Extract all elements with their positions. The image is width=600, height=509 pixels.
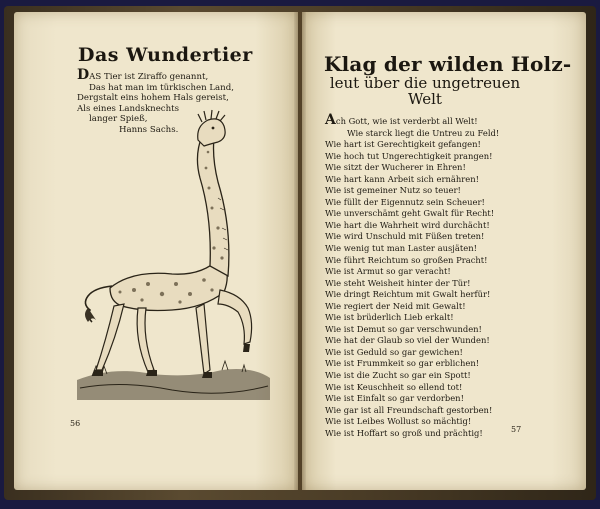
right-page-title-line1: Klag der wilden Holz- <box>324 52 572 76</box>
poem-line-text: Wie hart kann Arbeit sich ernähren! <box>325 173 479 184</box>
poem-line <box>77 67 277 83</box>
poem-line <box>325 312 565 324</box>
poem-line <box>325 255 565 267</box>
left-page-number: 56 <box>70 419 81 428</box>
right-page-title-line2: leut über die ungetreuen Welt <box>329 74 521 108</box>
poem-line-text: Wie ist Einfalt so gar verdorben! <box>325 393 464 404</box>
poem-line-text: Wie ist die Zucht so gar ein Spott! <box>325 370 471 381</box>
poem-line <box>325 324 565 336</box>
drop-cap: D <box>77 67 90 83</box>
poem-line <box>325 231 565 243</box>
right-poem <box>325 112 565 439</box>
poem-line-text: Wie ist Hoffart so groß und prächtig! <box>325 427 483 438</box>
poem-line <box>325 197 565 209</box>
poem-line <box>325 289 565 301</box>
poem-line <box>77 83 277 94</box>
poem-line <box>325 416 565 428</box>
poem-line-text: Das hat man im türkischen Land, <box>89 82 234 93</box>
poem-line <box>325 405 565 417</box>
poem-line-text: Wie ist Geduld so gar gewichen! <box>325 346 463 357</box>
poem-line-text: Wie regiert der Neid mit Gewalt! <box>325 300 466 311</box>
book-gutter <box>294 12 306 490</box>
poem-line <box>325 128 565 140</box>
poem-line <box>325 428 565 440</box>
poem-line <box>325 335 565 347</box>
poem-line <box>77 93 277 104</box>
poem-line <box>325 382 565 394</box>
poem-line <box>325 266 565 278</box>
poem-line-text: Dergstalt eins hohem Hals gereist, <box>77 93 229 104</box>
poem-line <box>325 185 565 197</box>
poem-line <box>325 243 565 255</box>
poem-line-text: AS Tier ist Ziraffo genannt, <box>89 72 209 82</box>
poem-line-text: Wie steht Weisheit hinter der Tür! <box>325 277 471 288</box>
poem-line-text: Als eines Landsknechts <box>77 103 180 114</box>
poem-line <box>325 112 565 128</box>
poem-line <box>325 174 565 186</box>
poem-line-text: Wie wird Unschuld mit Füßen treten! <box>325 231 485 242</box>
poem-line-text: Wie hart die Wahrheit wird durchächt! <box>325 219 490 230</box>
poem-line-text: Wie starck liegt die Untreu zu Feld! <box>347 127 500 138</box>
poem-line <box>325 301 565 313</box>
poem-line <box>325 139 565 151</box>
poem-line <box>325 151 565 163</box>
left-page-title: Das Wundertier <box>78 44 253 66</box>
poem-line-text: ch Gott, wie ist verderbt all Welt! <box>335 116 478 126</box>
poem-line-text: Wie gar ist all Freundschaft gestorben! <box>325 404 493 415</box>
poem-line <box>325 162 565 174</box>
poem-line-text: langer Spieß, <box>89 114 148 125</box>
drop-cap: A <box>325 112 336 128</box>
poem-line-text: Hanns Sachs. <box>119 124 179 135</box>
poem-line <box>325 347 565 359</box>
poem-line-text: Wie ist Keuschheit so ellend tot! <box>325 381 463 392</box>
poem-line-text: Wie füllt der Eigennutz sein Scheuer! <box>325 196 485 207</box>
poem-line-text: Wie unverschämt geht Gwalt für Recht! <box>325 208 495 219</box>
poem-line-text: Wie hart ist Gerechtigkeit gefangen! <box>325 139 481 150</box>
poem-line <box>325 370 565 382</box>
right-page-number: 57 <box>511 425 522 434</box>
poem-line <box>325 208 565 220</box>
poem-line-text: Wie ist Armut so gar veracht! <box>325 266 451 277</box>
poem-line-text: Wie hat der Glaub so viel der Wunden! <box>325 335 490 346</box>
poem-line-text: Wie ist Demut so gar verschwunden! <box>325 323 482 334</box>
poem-line-text: Wie ist gemeiner Nutz so teuer! <box>325 185 461 196</box>
poem-line <box>325 393 565 405</box>
poem-line <box>325 278 565 290</box>
poem-line-text: Wie ist Leibes Wollust so mächtig! <box>325 416 472 427</box>
poem-line-text: Wie dringt Reichtum mit Gwalt herfür! <box>325 289 491 300</box>
giraffe-woodcut-illustration <box>72 108 272 408</box>
poem-line <box>325 220 565 232</box>
poem-line-text: Wie hoch tut Ungerechtigkeit prangen! <box>325 150 493 161</box>
poem-line-text: Wie sitzt der Wucherer in Ehren! <box>325 162 466 173</box>
poem-line-text: Wie führt Reichtum so großen Pracht! <box>325 254 488 265</box>
poem-line-text: Wie ist Frummkeit so gar erblichen! <box>325 358 480 369</box>
poem-line-text: Wie ist brüderlich Lieb erkalt! <box>325 312 454 323</box>
poem-line <box>325 358 565 370</box>
poem-line-text: Wie wenig tut man Laster ausjäten! <box>325 243 477 254</box>
